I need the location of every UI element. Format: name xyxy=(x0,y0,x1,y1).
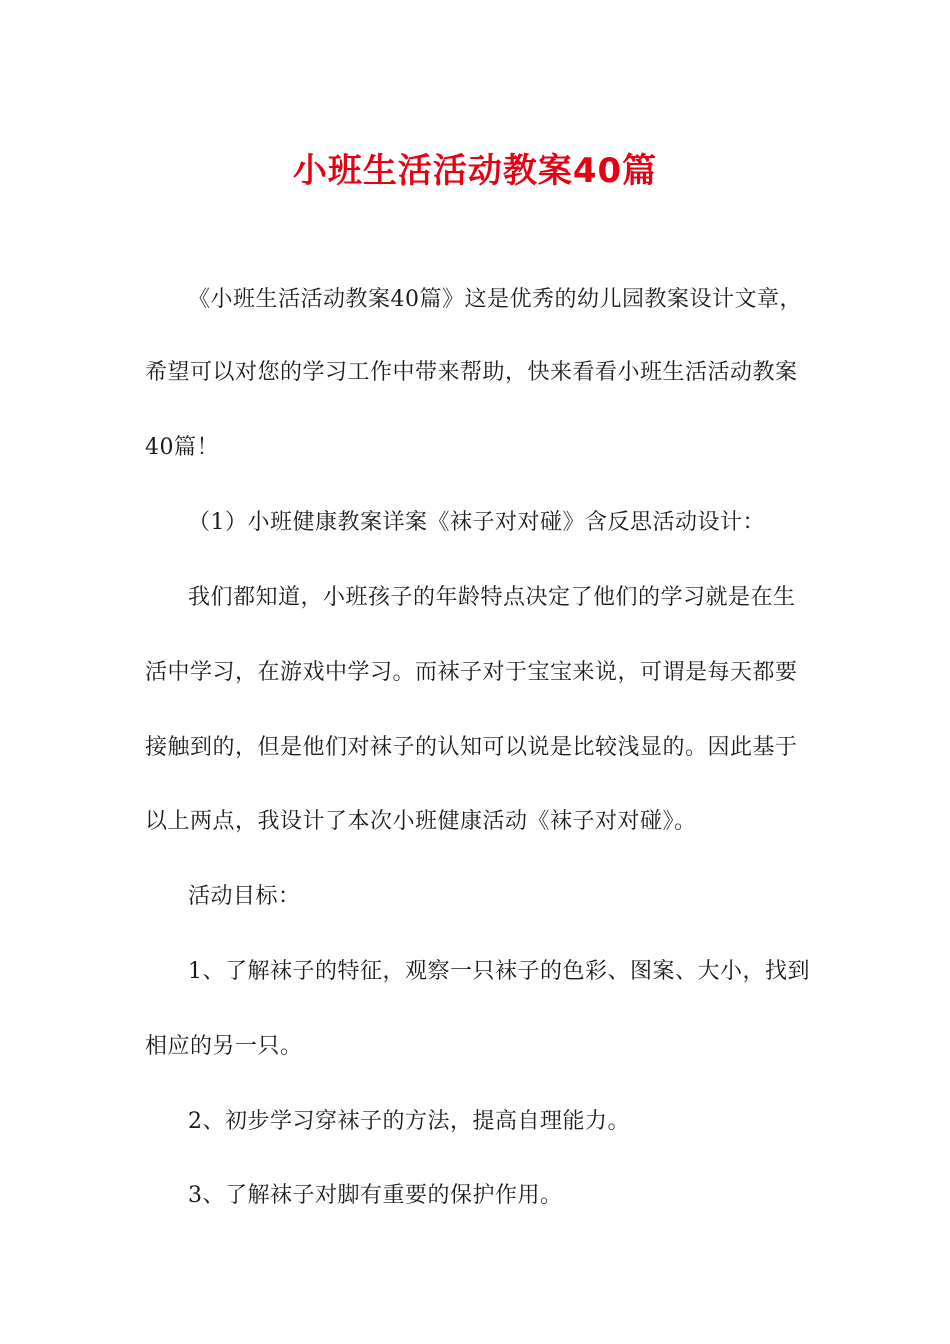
activity-goals-heading: 活动目标： xyxy=(188,884,301,909)
paragraph-design-line-2: 活中学习，在游戏中学习。而袜子对于宝宝来说，可谓是每天都要 xyxy=(145,660,798,685)
paragraph-design-line-3: 接触到的，但是他们对袜子的认知可以说是比较浅显的。因此基于 xyxy=(145,735,798,760)
paragraph-intro-line-2: 希望可以对您的学习工作中带来帮助，快来看看小班生活活动教案 xyxy=(145,360,798,385)
goal-1-line-2: 相应的另一只。 xyxy=(145,1034,303,1059)
document-title: 小班生活活动教案40篇 xyxy=(292,151,658,191)
paragraph-design-line-1: 我们都知道，小班孩子的年龄特点决定了他们的学习就是在生 xyxy=(188,585,796,610)
paragraph-design-line-4: 以上两点，我设计了本次小班健康活动《袜子对对碰》。 xyxy=(145,809,697,834)
goal-2: 2、初步学习穿袜子的方法，提高自理能力。 xyxy=(188,1109,630,1134)
paragraph-intro-line-1: 《小班生活活动教案40篇》这是优秀的幼儿园教案设计文章， xyxy=(188,287,802,312)
goal-1-line-1: 1、了解袜子的特征，观察一只袜子的色彩、图案、大小，找到 xyxy=(188,959,810,984)
section-heading-1: （1）小班健康教案详案《袜子对对碰》含反思活动设计： xyxy=(188,510,765,535)
goal-3: 3、了解袜子对脚有重要的保护作用。 xyxy=(188,1183,563,1208)
paragraph-intro-line-3: 40篇！ xyxy=(145,435,219,460)
